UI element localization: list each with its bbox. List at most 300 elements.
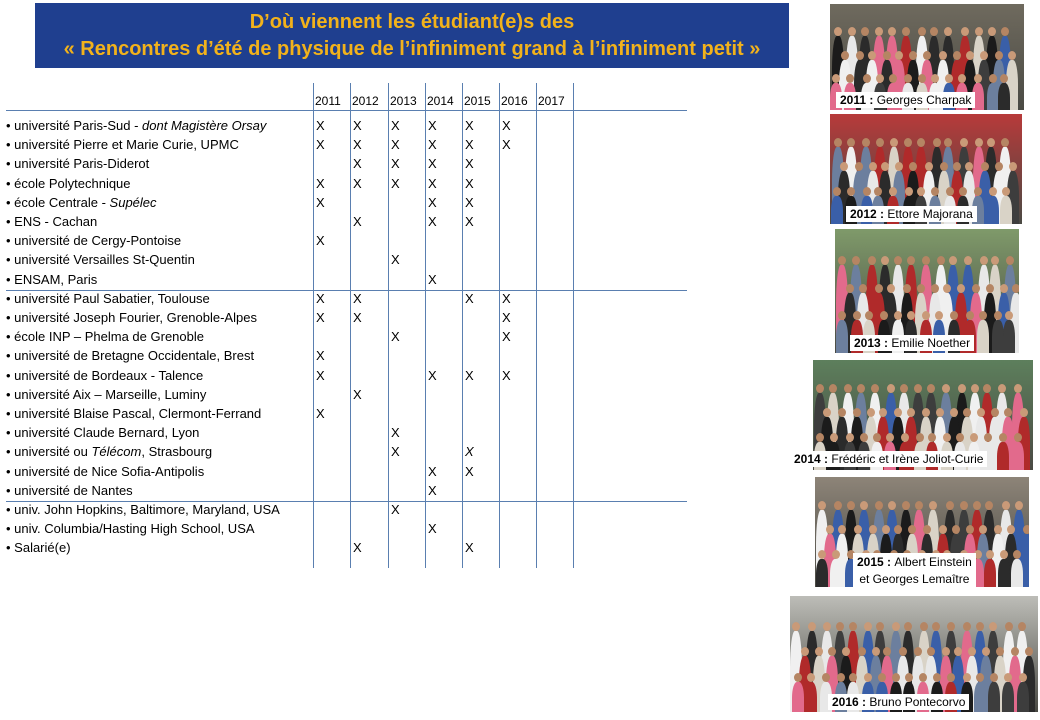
person-head [915, 501, 923, 510]
institution-label-part: Supélec [109, 194, 157, 210]
person-head [1019, 673, 1027, 682]
person-head [972, 284, 980, 293]
column-rule [388, 83, 389, 568]
person-head [858, 647, 866, 656]
caption-separator: : [883, 555, 895, 569]
person-head [965, 162, 973, 171]
institution-label-part: • université Joseph Fourier, Grenoble-Alpes [6, 310, 257, 325]
institution-label [6, 540, 71, 555]
person-figure [984, 559, 996, 587]
institution-label [6, 425, 199, 440]
caption-year: 2011 [840, 93, 867, 107]
person-head [1012, 284, 1019, 293]
institution-label-part: • université Paris-Sud - [6, 118, 143, 133]
person-figure [992, 320, 1004, 353]
attendance-mark: X [353, 290, 362, 306]
person-head [988, 27, 996, 36]
person-head [946, 501, 954, 510]
year-header: 2014 [427, 94, 454, 108]
person-head [889, 187, 897, 196]
attendance-mark: X [316, 233, 325, 249]
person-head [916, 433, 924, 442]
person-head [876, 138, 884, 147]
person-head [920, 622, 928, 631]
person-head [999, 433, 1007, 442]
row-separator [6, 110, 687, 111]
person-head [875, 27, 883, 36]
person-head [1018, 622, 1026, 631]
attendance-mark: X [465, 175, 474, 191]
person-head [830, 433, 838, 442]
institution-label-part: • université de Bretagne Occidentale, Brest [6, 348, 255, 364]
caption-year: 2013 [854, 336, 881, 350]
person-head [829, 384, 837, 393]
photo-caption [790, 451, 987, 467]
person-figure [1012, 442, 1024, 470]
attendance-mark: X [465, 540, 474, 556]
person-head [883, 51, 891, 60]
person-head [816, 384, 824, 393]
person-head [927, 384, 935, 393]
institution-label-part: • université Paris-Diderot [6, 156, 150, 172]
attendance-mark: X [428, 137, 437, 153]
institution-label [6, 406, 261, 421]
person-head [834, 27, 842, 36]
person-head [989, 74, 997, 83]
institution-label [6, 444, 212, 459]
person-head [1002, 501, 1010, 510]
institution-label [6, 137, 239, 152]
person-figure [1011, 559, 1023, 587]
person-head [945, 74, 953, 83]
attendance-mark: X [465, 214, 474, 229]
person-head [931, 187, 939, 196]
institution-label-part: • université de Cergy-Pontoise [6, 233, 182, 249]
person-head [947, 673, 955, 682]
person-head [960, 138, 968, 147]
person-figure [816, 559, 828, 587]
person-head [950, 311, 958, 320]
title-line-2: « Rencontres d’été de physique de l’infiniment grand à l’infiniment petit » [63, 38, 761, 60]
person-figure [1017, 682, 1029, 712]
person-head [900, 384, 908, 393]
person-head [982, 647, 990, 656]
year-header: 2016 [501, 94, 528, 108]
person-figure [831, 196, 843, 224]
person-head [943, 284, 951, 293]
institution-label-part: Télécom [91, 444, 142, 460]
person-head [909, 51, 917, 60]
person-head [986, 284, 994, 293]
person-head [847, 501, 855, 510]
person-head [961, 27, 969, 36]
attendance-mark: X [465, 367, 474, 383]
person-figure [792, 682, 804, 712]
institution-label-part: • université de Nantes [6, 482, 133, 498]
person-head [1013, 550, 1021, 559]
person-head [872, 647, 880, 656]
attendance-mark: X [353, 386, 362, 402]
institution-label-part: • université Paul Sabatier, Toulouse [6, 290, 210, 306]
person-head [963, 673, 971, 682]
person-figure [987, 196, 999, 224]
attendance-mark: X [465, 137, 474, 153]
title-line-1: D’où viennent les étudiant(e)s des [249, 11, 575, 33]
attendance-mark: X [391, 425, 400, 441]
person-head [904, 138, 912, 147]
person-head [984, 433, 992, 442]
person-head [931, 284, 939, 293]
person-head [856, 51, 864, 60]
person-head [878, 673, 886, 682]
attendance-mark: X [353, 214, 362, 229]
person-head [863, 187, 871, 196]
person-figure [997, 442, 1009, 470]
attendance-mark: X [391, 175, 400, 191]
person-head [954, 647, 962, 656]
person-figure [1000, 196, 1012, 224]
caption-year: 2014 [794, 452, 821, 466]
attendance-mark: X [428, 367, 437, 383]
person-head [868, 51, 876, 60]
person-head [1007, 525, 1015, 534]
person-head [901, 433, 909, 442]
person-head [968, 647, 976, 656]
person-head [947, 622, 955, 631]
person-head [849, 673, 857, 682]
person-head [859, 284, 867, 293]
column-rule [425, 83, 426, 568]
institution-label-part: , Strasbourg [141, 444, 213, 460]
person-head [949, 256, 957, 265]
person-head [1005, 311, 1013, 320]
person-head [902, 501, 910, 510]
person-head [895, 51, 903, 60]
person-head [880, 311, 888, 320]
attendance-mark: X [428, 118, 437, 133]
column-rule [499, 83, 500, 568]
attendance-mark: X [353, 310, 362, 325]
caption-separator: : [858, 695, 870, 709]
caption-name: Emilie Noether [891, 336, 971, 350]
attendance-mark: X [502, 137, 511, 153]
institution-label-part: • université ou [6, 444, 92, 460]
person-head [973, 501, 981, 510]
person-figure [805, 682, 817, 712]
person-figure [1003, 320, 1015, 353]
institution-label-part: • école Centrale - [6, 194, 110, 210]
attendance-mark: X [316, 118, 325, 133]
attendance-mark: X [353, 118, 362, 133]
person-head [864, 622, 872, 631]
person-head [966, 51, 974, 60]
attendance-mark: X [428, 271, 437, 287]
person-head [907, 311, 915, 320]
person-head [848, 27, 856, 36]
person-head [816, 433, 824, 442]
person-head [887, 284, 895, 293]
person-figure [977, 320, 989, 353]
column-rule [350, 83, 351, 568]
person-head [943, 433, 951, 442]
person-head [875, 284, 883, 293]
person-head [980, 256, 988, 265]
person-head [887, 384, 895, 393]
attendance-mark: X [502, 367, 511, 383]
attendance-mark: X [316, 348, 325, 364]
institution-label [6, 195, 157, 210]
person-head [966, 311, 974, 320]
person-head [823, 622, 831, 631]
person-head [807, 673, 815, 682]
person-head [1008, 51, 1016, 60]
person-head [964, 256, 972, 265]
year-header: 2015 [464, 94, 491, 108]
person-head [881, 256, 889, 265]
person-head [998, 384, 1006, 393]
person-head [994, 311, 1002, 320]
attendance-mark: X [428, 175, 437, 191]
person-head [1000, 284, 1008, 293]
person-head [930, 27, 938, 36]
attendance-mark: X [465, 444, 474, 460]
attendance-mark: X [316, 290, 325, 306]
attendance-mark: X [502, 290, 511, 306]
photo-caption [853, 553, 976, 589]
person-head [869, 525, 877, 534]
person-head [963, 622, 971, 631]
person-head [989, 622, 997, 631]
institution-label [6, 156, 149, 171]
institution-label [6, 368, 203, 383]
institution-label [6, 348, 254, 363]
year-header: 2011 [315, 94, 341, 108]
person-head [834, 138, 842, 147]
caption-name: Bruno Pontecorvo [869, 695, 966, 709]
person-head [1009, 162, 1017, 171]
person-head [892, 673, 900, 682]
person-head [849, 622, 857, 631]
person-head [905, 673, 913, 682]
year-header: 2012 [352, 94, 379, 108]
column-rule [462, 83, 463, 568]
person-figure [987, 83, 999, 110]
institution-label-part: • école Polytechnique [6, 175, 131, 191]
person-head [917, 187, 925, 196]
person-figure [830, 559, 842, 587]
person-head [971, 384, 979, 393]
photo-caption [846, 206, 977, 222]
person-head [974, 187, 982, 196]
person-head [1001, 27, 1009, 36]
person-head [1011, 647, 1019, 656]
person-head [818, 501, 826, 510]
photo-caption [850, 335, 974, 351]
caption-separator: : [866, 93, 877, 107]
attendance-mark: X [391, 156, 400, 172]
photo-caption [828, 694, 969, 710]
person-head [868, 256, 876, 265]
institution-label [6, 483, 133, 498]
attendance-mark: X [465, 118, 474, 133]
person-head [894, 311, 902, 320]
attendance-mark: X [502, 310, 511, 325]
institution-label-part: • université Versailles St-Quentin [6, 252, 195, 268]
person-head [794, 673, 802, 682]
person-head [863, 74, 871, 83]
person-head [888, 27, 896, 36]
attendance-mark: X [316, 406, 325, 421]
person-figure [998, 83, 1010, 110]
institution-label-part: • école INP – Phelma de Grenoble [6, 329, 204, 345]
attendance-mark: X [428, 482, 437, 498]
title-banner [35, 3, 789, 68]
attendance-mark: X [391, 329, 400, 345]
person-head [838, 311, 846, 320]
attendance-mark: X [316, 137, 325, 153]
attendance-mark: X [502, 329, 511, 345]
person-head [862, 138, 870, 147]
attendance-mark: X [465, 194, 474, 210]
person-head [853, 408, 861, 417]
attendance-mark: X [316, 367, 325, 383]
column-rule [573, 83, 574, 568]
attendance-mark: X [465, 156, 474, 172]
person-head [1002, 187, 1010, 196]
caption-separator: : [820, 452, 832, 466]
person-head [903, 284, 911, 293]
institution-label-part: • université Claude Bernard, Lyon [6, 425, 200, 441]
attendance-mark: X [428, 156, 437, 172]
person-head [1005, 622, 1013, 631]
institution-label [6, 176, 131, 191]
person-head [841, 51, 849, 60]
person-head [844, 384, 852, 393]
person-head [837, 673, 845, 682]
person-head [847, 138, 855, 147]
person-head [860, 433, 868, 442]
person-head [983, 384, 991, 393]
institution-label-part: • université Pierre et Marie Curie, UPMC [6, 137, 239, 153]
person-head [890, 138, 898, 147]
person-head [937, 256, 945, 265]
institution-label [6, 521, 255, 536]
person-head [975, 138, 983, 147]
person-head [875, 501, 883, 510]
attendance-mark: X [316, 310, 325, 325]
caption-name: Frédéric et Irène Joliot-Curie [831, 452, 984, 466]
institution-label-part: • université de Nice Sofia-Antipolis [6, 463, 205, 479]
institution-label [6, 233, 181, 248]
attendance-mark: X [353, 137, 362, 153]
institution-label [6, 502, 280, 517]
institution-label-part: • ENSAM, Paris [6, 271, 98, 287]
institution-label-part: • ENS - Cachan [6, 214, 98, 229]
person-head [1001, 138, 1009, 147]
caption-year: 2016 [832, 695, 859, 709]
institution-label [6, 310, 257, 325]
attendance-mark: X [353, 156, 362, 172]
attendance-mark: X [391, 137, 400, 153]
attendance-mark: X [465, 290, 474, 306]
attendance-mark: X [428, 463, 437, 479]
person-head [892, 622, 900, 631]
person-head [939, 51, 947, 60]
attendance-mark: X [391, 502, 400, 517]
person-head [838, 256, 846, 265]
person-head [932, 622, 940, 631]
person-head [944, 138, 952, 147]
person-head [927, 647, 935, 656]
institution-label [6, 464, 204, 479]
person-head [876, 622, 884, 631]
person-head [1014, 384, 1022, 393]
caption-separator: : [880, 336, 892, 350]
person-head [864, 673, 872, 682]
person-head [1023, 525, 1029, 534]
person-head [917, 284, 925, 293]
institution-label [6, 329, 204, 344]
person-head [918, 27, 926, 36]
person-head [904, 622, 912, 631]
attendance-mark: X [428, 214, 437, 229]
person-head [958, 384, 966, 393]
caption-name: Albert Einstein [894, 555, 972, 569]
person-head [942, 647, 950, 656]
person-head [942, 384, 950, 393]
person-head [923, 51, 931, 60]
attendance-mark: X [353, 175, 362, 191]
attendance-mark: X [353, 540, 362, 556]
person-head [989, 187, 997, 196]
person-head [960, 501, 968, 510]
caption-separator: : [876, 207, 888, 221]
institution-label [6, 387, 206, 402]
person-head [832, 550, 840, 559]
attendance-mark: X [391, 252, 400, 268]
person-head [822, 673, 830, 682]
person-head [836, 622, 844, 631]
caption-name: Georges Charpak [876, 93, 972, 107]
person-head [861, 27, 869, 36]
person-head [918, 74, 926, 83]
institution-label-part: • université Blaise Pascal, Clermont-Ferrand [6, 406, 262, 421]
person-head [991, 408, 999, 417]
person-head [970, 433, 978, 442]
person-head [917, 138, 925, 147]
person-figure [974, 682, 986, 712]
attendance-mark: X [391, 118, 400, 133]
person-head [925, 162, 933, 171]
person-head [1006, 256, 1014, 265]
column-rule [536, 83, 537, 568]
person-head [994, 525, 1002, 534]
person-head [976, 622, 984, 631]
person-head [914, 647, 922, 656]
person-head [975, 27, 983, 36]
photo-caption [836, 92, 975, 108]
person-head [889, 74, 897, 83]
institution-label-part: dont Magistère Orsay [142, 118, 267, 133]
person-head [860, 501, 868, 510]
person-head [834, 501, 842, 510]
person-head [922, 311, 930, 320]
attendance-mark: X [316, 175, 325, 191]
attendance-mark: X [428, 194, 437, 210]
caption-year: 2015 [857, 555, 884, 569]
person-head [818, 550, 826, 559]
person-head [958, 74, 966, 83]
